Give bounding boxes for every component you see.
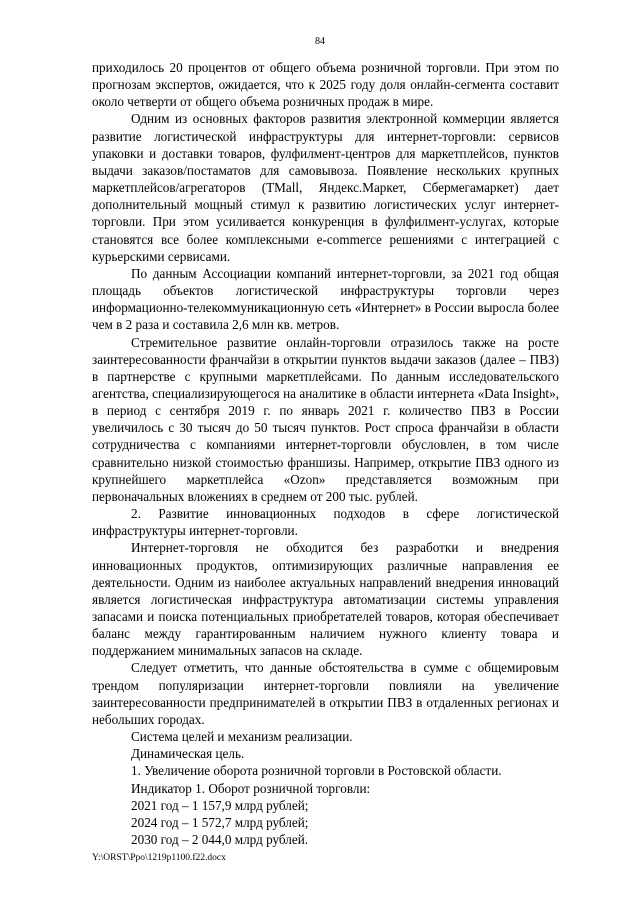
list-line: 1. Увеличение оборота розничной торговли в Ростовской области.	[131, 763, 502, 779]
paragraph: Следует отметить, что данные обстоятельства в сумме с общемировым трендом популяризации интернет-торговли повлияли на увеличение заинтересованности предпринимателей в открытии ПВЗ в отдаленных регионах и небольших городах.	[92, 660, 559, 727]
paragraph: Интернет-торговля не обходится без разработки и внедрения инновационных продуктов, оптимизирующих различные направления ее деятельности. Одним из наиболее актуальных направлений внедрения инноваций является логистическая инфраструктура автоматизации системы управления запасами и поиска потенциальных приобретателей товаров, которая обеспечивает баланс между гарантированным наличием нужного клиенту товара и поддержанием минимальных запасов на складе.	[92, 540, 559, 659]
list-line: 2030 год – 2 044,0 млрд рублей.	[131, 832, 309, 848]
list-line: Система целей и механизм реализации.	[131, 729, 353, 745]
list-line: Индикатор 1. Оборот розничной торговли:	[131, 780, 371, 796]
paragraph: Одним из основных факторов развития электронной коммерции является развитие логистической инфраструктуры для интернет-торговли: сервисов упаковки и доставки товаров, фулфилмент-центров для маркетплейсов, пунктов выдачи заказов/постаматов для самовывоза. Появление нескольких крупных маркетплейсов/агрегаторов (TMall, Яндекс.Маркет, Сбермегамаркет) дает дополнительный мощный стимул к развитию логистических услуг интернет-торговли. При этом усиливается конкуренция в фулфилмент-услугах, которые становятся все более комплексными e-commerce решениями с интеграцией с курьерскими сервисами.	[92, 111, 559, 264]
list-line: Динамическая цель.	[131, 746, 245, 762]
paragraph: По данным Ассоциации компаний интернет-торговли, за 2021 год общая площадь объектов логистической инфраструктуры торговли через информационно-телекоммуникационную сеть «Интернет» в России выросла более чем в 2 раза и составила 2,6 млн кв. метров.	[92, 265, 559, 333]
list-line: 2024 год – 1 572,7 млрд рублей;	[131, 814, 309, 830]
paragraph: Стремительное развитие онлайн-торговли отразилось также на росте заинтересованности франчайзи в открытии пунктов выдачи заказов (далее – ПВЗ) в партнерстве с крупными маркетплейсами. По данным исследовательского агентства, специализирующегося на аналитике в области интернета «Data Insight», в период с сентября 2019 г. по январь 2021 г. количество ПВЗ в России увеличилось с 30 тысяч до 50 тысяч пунктов. Рост спроса франчайзи в области сотрудничества с компаниями интернет-торговли обусловлен, в том числе сравнительно низкой стоимостью франшизы. Например, открытие ПВЗ одного из крупнейшего маркетплейса «Ozon» представляется возможным при первоначальных вложениях в среднем от 200 тыс. рублей.	[92, 334, 559, 504]
document-body	[92, 59, 559, 848]
page-number: 84	[315, 36, 325, 47]
paragraph: приходилось 20 процентов от общего объема розничной торговли. При этом по прогнозам экспертов, ожидается, что к 2025 году доля онлайн-сегмента составит около четверти от общего объема розничных продаж в мире.	[92, 60, 559, 110]
section-heading: 2. Развитие инновационных подходов в сфере логистической инфраструктуры интернет-торговли.	[92, 506, 559, 539]
list-line: 2021 год – 1 157,9 млрд рублей;	[131, 797, 309, 813]
file-path-footer: Y:\ORST\Ppo\1219p1100.f22.docx	[92, 853, 226, 863]
